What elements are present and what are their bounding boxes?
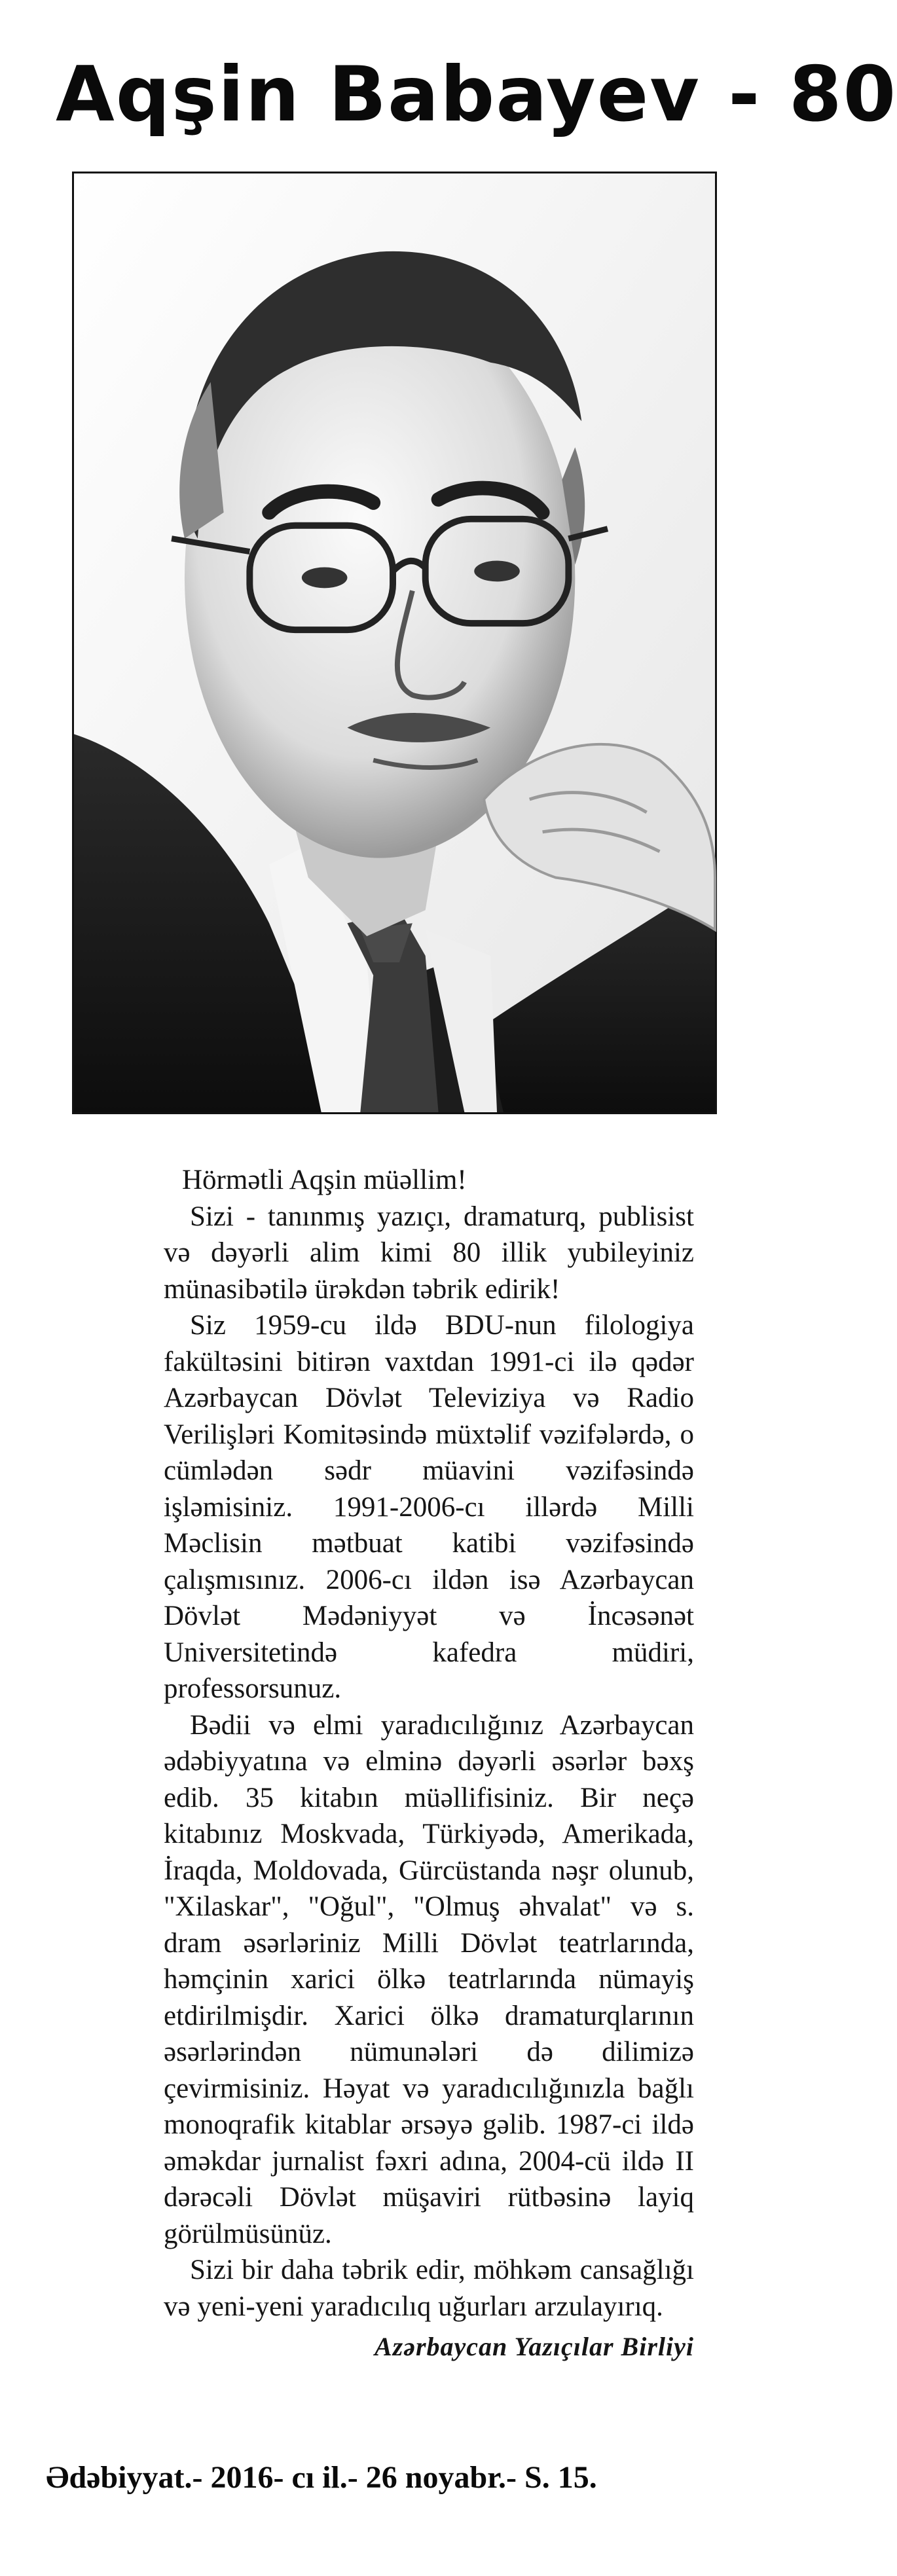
letter-signature: Azərbaycan Yazıçılar Birliyi: [374, 2332, 694, 2361]
source-citation: Ədəbiyyat.- 2016- cı il.- 26 noyabr.- S. 15.: [46, 2460, 597, 2495]
letter-salutation: Hörmətli Aqşin müəllim!: [182, 1165, 467, 1195]
letter-paragraph: Siz 1959-cu ildə BDU-nun filologiya fakültəsini bitirən vaxtdan 1991-ci ilə qədər Azərbaycan Dövlət Televiziya və Radio Verilişləri Komitəsində müxtəlif vəzifələrdə, o cümlədən sədr müavini vəzifəsində işləmisiniz. 1991-2006-cı illərdə Milli Məclisin mətbuat katibi vəzifəsində çalışmısınız. 2006-cı ildən isə Azərbaycan Dövlət Mədəniyyət və İncəsənət Universitetində kafedra müdiri, professorsunuz.: [164, 1310, 694, 1704]
portrait-photo: [72, 172, 717, 1114]
congratulation-letter: [164, 1162, 694, 2325]
letter-paragraph: Sizi - tanınmış yazıçı, dramaturq, publisist və dəyərli alim kimi 80 illik yubileyiniz münasibətilə ürəkdən təbrik edirik!: [164, 1201, 694, 1305]
letter-paragraph: Bədii və elmi yaradıcılığınız Azərbaycan ədəbiyyatına və elminə dəyərli əsərlər bəxş edib. 35 kitabın müəllifisiniz. Bir neçə kitabınız Moskvada, Türkiyədə, Amerikada, İraqda, Moldovada, Gürcüstanda nəşr olunub, "Xilaskar", "Oğul", "Olmuş əhvalat" və s. dram əsərləriniz Milli Dövlət teatrlarında, həmçinin xarici ölkə teatrlarında nümayiş etdirilmişdir. Xarici ölkə dramaturqlarının əsərlərindən nümunələri də dilimizə çevirmisiniz. Həyat və yaradıcılığınızla bağlı monoqrafik kitablar ərsəyə gəlib. 1987-ci ildə əməkdar jurnalist fəxri adına, 2004-cü ildə II dərəcəli Dövlət müşaviri rütbəsinə layiq görülmüsünüz.: [164, 1709, 694, 2249]
letter-paragraph: Sizi bir daha təbrik edir, möhkəm cansağlığı və yeni-yeni yaradıcılıq uğurları arzulayırıq.: [164, 2255, 694, 2322]
article-headline: Aqşin Babayev - 80: [56, 50, 897, 139]
portrait-illustration: [74, 173, 715, 1112]
